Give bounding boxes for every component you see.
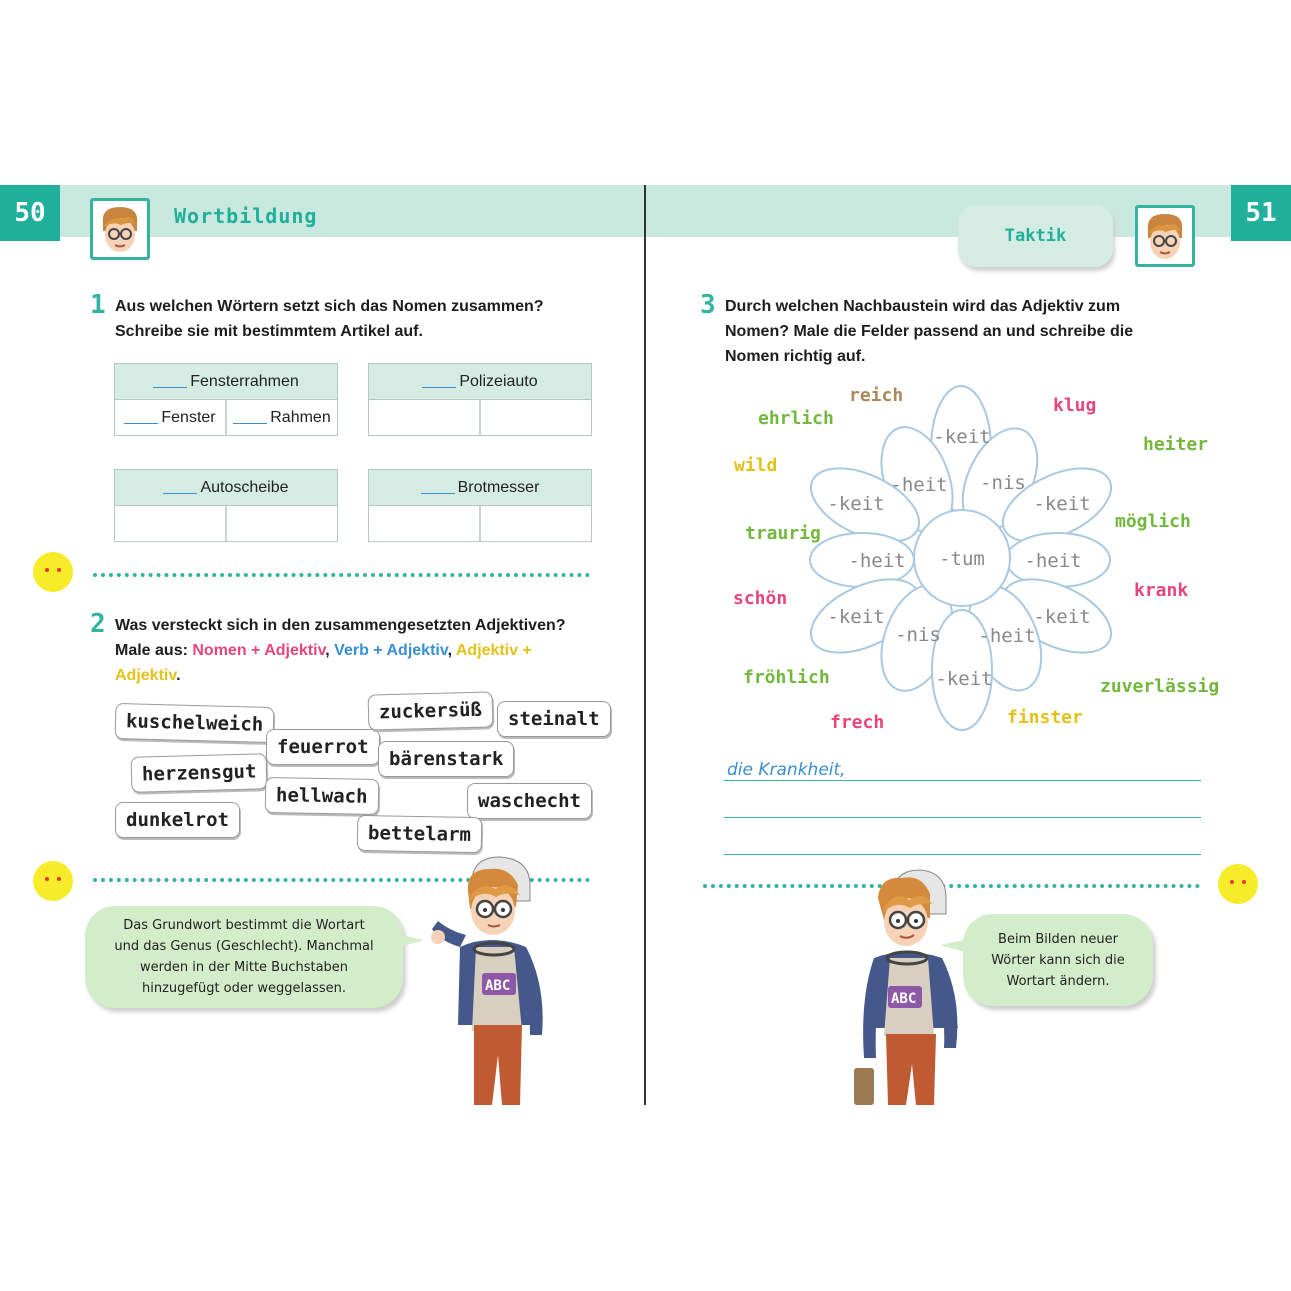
adjective-word: zuverlässig xyxy=(1100,676,1220,697)
petal-suffix: -nis xyxy=(980,472,1026,494)
article-blank[interactable] xyxy=(124,411,158,424)
character-shirt-text: ABC xyxy=(891,991,917,1007)
tip-line: Wörter kann sich die xyxy=(991,952,1125,968)
task-3-instruction xyxy=(725,294,1205,369)
petal-suffix: -keit xyxy=(933,426,991,448)
word-chip[interactable]: bettelarm xyxy=(357,815,483,853)
part-cell[interactable] xyxy=(369,400,481,435)
adjective-word: krank xyxy=(1134,580,1189,601)
option-noun-adjective: Nomen + Adjektiv xyxy=(192,642,326,659)
compound-word: Autoscheibe xyxy=(200,478,289,496)
task-1-line-1: Aus welchen Wörtern setzt sich das Nomen zusammen? xyxy=(115,298,544,315)
word-chip[interactable]: zuckersüß xyxy=(368,691,494,730)
option-verb-adjective: Verb + Adjektiv xyxy=(334,642,448,659)
section-title: Wortbildung xyxy=(174,204,318,228)
tactic-label: Taktik xyxy=(958,205,1113,267)
petal-suffix: -keit xyxy=(827,606,885,628)
adjective-word: klug xyxy=(1053,395,1097,416)
separator: , xyxy=(325,642,335,659)
word-chip[interactable]: dunkelrot xyxy=(115,802,240,838)
tip-line: Wortart ändern. xyxy=(1006,973,1110,989)
adjective-word: finster xyxy=(1007,707,1083,728)
task-3-line-3: Nomen richtig auf. xyxy=(725,348,866,365)
part-cell[interactable] xyxy=(227,506,337,541)
word-chip[interactable]: feuerrot xyxy=(266,729,380,765)
answer-example: die Krankheit, xyxy=(727,760,846,780)
compound-word: Fensterrahmen xyxy=(190,372,299,390)
part-word: Rahmen xyxy=(270,408,331,426)
period: . xyxy=(176,667,181,684)
petal-suffix: -keit xyxy=(1033,493,1091,515)
task-2-line-1: Was versteckt sich in den zusammengesetzten Adjektiven? xyxy=(115,617,566,634)
tip-line: Das Grundwort bestimmt die Wortart xyxy=(123,918,365,933)
tip-bubble-left-tail xyxy=(396,930,426,952)
option-adjective-adjective-end: Adjektiv xyxy=(115,667,177,684)
part-word: Fenster xyxy=(161,408,216,426)
task-1-line-2: Schreibe sie mit bestimmtem Artikel auf. xyxy=(115,323,423,340)
article-blank[interactable] xyxy=(163,481,197,494)
character-shirt-text: ABC xyxy=(485,978,511,994)
header-avatar-left xyxy=(90,198,150,260)
petal-suffix: -heit xyxy=(848,550,906,572)
part-cell[interactable] xyxy=(115,506,227,541)
adjective-word: wild xyxy=(734,455,778,476)
petal-suffix: -keit xyxy=(827,493,885,515)
article-blank[interactable] xyxy=(233,411,267,424)
tip-bubble-right-tail xyxy=(940,935,968,957)
adjective-word: heiter xyxy=(1143,434,1209,455)
adjective-word: traurig xyxy=(745,523,821,544)
left-page-number: 50 xyxy=(0,185,60,241)
article-blank[interactable] xyxy=(421,481,455,494)
page-divider xyxy=(644,185,646,1105)
word-chip[interactable]: herzensgut xyxy=(131,753,268,793)
part-cell[interactable] xyxy=(369,506,481,541)
part-cell[interactable] xyxy=(481,400,591,435)
adjective-word: frech xyxy=(830,712,885,733)
tip-line: werden in der Mitte Buchstaben xyxy=(139,960,349,975)
task-3-line-1: Durch welchen Nachbaustein wird das Adjektiv zum xyxy=(725,298,1121,315)
smiley-icon xyxy=(33,552,73,592)
task-2-number: 2 xyxy=(90,609,106,639)
answer-line[interactable] xyxy=(724,817,1201,818)
separator: , xyxy=(447,642,456,659)
compound-word: Brotmesser xyxy=(457,478,540,496)
petal-suffix: -heit xyxy=(1024,550,1082,572)
task-2-instruction xyxy=(115,613,615,688)
character-standing xyxy=(850,868,970,1105)
petal-suffix: -keit xyxy=(935,668,993,690)
adjective-word: ehrlich xyxy=(758,408,834,429)
article-blank[interactable] xyxy=(422,375,456,388)
adjective-word: reich xyxy=(849,385,904,406)
character-pointing xyxy=(430,855,555,1105)
petal-suffix: -heit xyxy=(890,474,948,496)
petal-suffix: -heit xyxy=(978,625,1036,647)
suffix-flower xyxy=(800,380,1130,740)
answer-line[interactable] xyxy=(724,780,1201,781)
tip-line: hinzugefügt oder weggelassen. xyxy=(141,981,346,996)
part-cell[interactable] xyxy=(481,506,591,541)
compound-box xyxy=(368,469,592,542)
smiley-icon xyxy=(33,861,73,901)
header-avatar-right xyxy=(1135,205,1195,267)
option-adjective-adjective: Adjektiv + xyxy=(455,642,532,659)
compound-box xyxy=(368,363,592,436)
center-suffix: -tum xyxy=(939,548,985,570)
compound-word: Polizeiauto xyxy=(459,372,538,390)
answer-line[interactable] xyxy=(724,854,1201,855)
adjective-word: schön xyxy=(733,588,788,609)
task-1-instruction xyxy=(115,294,615,344)
task-1-number: 1 xyxy=(90,290,106,320)
adjective-word: möglich xyxy=(1115,511,1191,532)
word-chip[interactable]: hellwach xyxy=(265,777,379,815)
task-2-prefix: Male aus: xyxy=(115,642,193,659)
part-cell[interactable] xyxy=(115,400,227,435)
adjective-word: fröhlich xyxy=(743,667,830,688)
article-blank[interactable] xyxy=(153,375,187,388)
tip-line: und das Genus (Geschlecht). Manchmal xyxy=(114,939,374,954)
dotted-separator xyxy=(93,573,590,577)
task-3-line-2: Nomen? Male die Felder passend an und schreibe die xyxy=(725,323,1134,340)
task-3-number: 3 xyxy=(700,290,716,320)
part-cell[interactable] xyxy=(227,400,337,435)
smiley-icon xyxy=(1218,864,1258,904)
word-chip[interactable]: kuschelweich xyxy=(115,703,275,743)
compound-box xyxy=(114,469,338,542)
petal-suffix: -nis xyxy=(895,624,941,646)
word-chip[interactable]: waschecht xyxy=(467,783,592,819)
word-chip[interactable]: steinalt xyxy=(497,701,611,737)
petal-suffix: -keit xyxy=(1033,606,1091,628)
tip-bubble-left xyxy=(85,906,403,1008)
tip-line: Beim Bilden neuer xyxy=(998,931,1118,947)
right-page-number: 51 xyxy=(1231,185,1291,241)
word-chip[interactable]: bärenstark xyxy=(378,741,514,777)
compound-box xyxy=(114,363,338,436)
tip-bubble-right xyxy=(963,914,1153,1006)
